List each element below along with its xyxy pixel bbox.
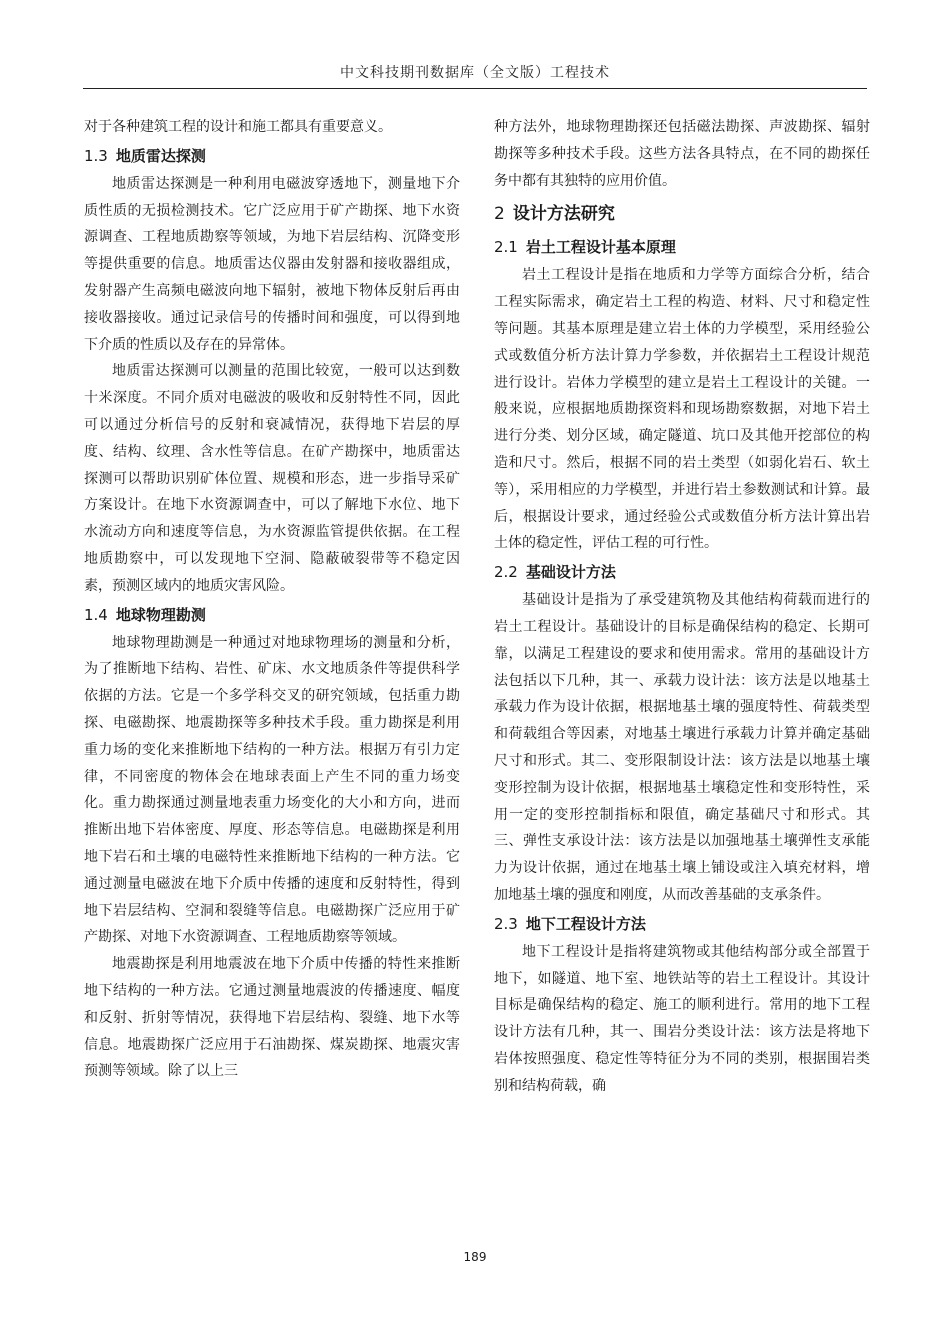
- section-number: 1.4: [84, 605, 108, 624]
- section-2-heading: [494, 198, 870, 230]
- section-number: 2.1: [494, 238, 518, 257]
- page-number: 189: [463, 1250, 487, 1264]
- right-column: [494, 114, 870, 1100]
- intro-tail-paragraph: 对于各种建筑工程的设计和施工都具有重要意义。: [84, 119, 392, 135]
- paragraph: 地质雷达探测可以测量的范围比较宽，一般可以达到数十米深度。不同介质对电磁波的吸收和反射特性不同，因此可以通过分析信号的反射和衰减情况，获得地下岩层的厚度、结构、纹理、含水性等信息。在矿产勘探中，地质雷达探测可以帮助识别矿体位置、规模和形态，进一步指导采矿方案设计。在地下水资源调查中，可以了解地下水位、地下水流动方向和速度等信息，为水资源监管提供依据。在工程地质勘察中，可以发现地下空洞、隐蔽破裂带等不稳定因素，预测区域内的地质灾害风险。: [84, 363, 460, 594]
- section-title: 地下工程设计方法: [525, 914, 646, 933]
- section-title: 基础设计方法: [525, 563, 616, 582]
- paragraph: 基础设计是指为了承受建筑物及其他结构荷载而进行的岩土工程设计。基础设计的目标是确保结构的稳定、长期可靠，以满足工程建设的要求和使用需求。常用的基础设计方法包括以下几种，其一、承载力设计法：该方法是以地基土承载力作为设计依据，根据地基土壤的强度特性、荷载类型和荷载组合等因素，对地基土壤进行承载力计算并确定基础尺寸和形式。其二、变形限制设计法：该方法是以地基土壤变形控制为设计依据，根据地基土壤稳定性和变形特性，采用一定的变形控制指标和限值，确定基础尺寸和形式。其三、弹性支承设计法：该方法是以加强地基土壤弹性支承能力为设计依据，通过在地基土壤上铺设或注入填充材料，增加地基土壤的强度和刚度，从而改善基础的支承条件。: [494, 592, 870, 903]
- section-1-4-heading: [84, 600, 460, 630]
- section-title: 岩土工程设计基本原理: [525, 238, 676, 257]
- paragraph: 地球物理勘测是一种通过对地球物理场的测量和分析，为了推断地下结构、岩性、矿床、水文地质条件等提供科学依据的方法。它是一个多学科交叉的研究领域，包括重力勘探、电磁勘探、地震勘探等多种技术手段。重力勘探是利用重力场的变化来推断地下结构的一种方法。根据万有引力定律，不同密度的物体会在地球表面上产生不同的重力场变化。重力勘探通过测量地表重力场变化的大小和方向，进而推断出地下岩体密度、厚度、形态等信息。电磁勘探是利用地下岩石和土壤的电磁特性来推断地下结构的一种方法。它通过测量电磁波在地下介质中传播的速度和反射特性，得到地下岩层结构、空洞和裂缝等信息。电磁勘探广泛应用于矿产勘探、对地下水资源调查、工程地质勘察等领域。: [84, 634, 460, 946]
- section-number: 2.3: [494, 914, 518, 933]
- section-2-2-heading: [494, 557, 870, 587]
- section-number: 1.3: [84, 146, 108, 165]
- journal-header: 中文科技期刊数据库（全文版）工程技术: [340, 65, 610, 81]
- section-number: 2.2: [494, 563, 518, 582]
- continuation-paragraph: 种方法外，地球物理勘探还包括磁法勘探、声波勘探、辐射勘探等多种技术手段。这些方法各具特点，在不同的勘探任务中都有其独特的应用价值。: [494, 119, 870, 189]
- section-title: 地质雷达探测: [115, 146, 206, 165]
- section-2-1-heading: [494, 232, 870, 262]
- paragraph: 地下工程设计是指将建筑物或其他结构部分或全部置于地下，如隧道、地下室、地铁站等的岩土工程设计。其设计目标是确保结构的稳定、施工的顺利进行。常用的地下工程设计方法有几种，其一、围岩分类设计法：该方法是将地下岩体按照强度、稳定性等特征分为不同的类别，根据围岩类别和结构荷载，确: [494, 943, 870, 1094]
- section-title: 地球物理勘测: [115, 605, 206, 624]
- section-title: 设计方法研究: [512, 204, 615, 225]
- section-2-3-heading: [494, 909, 870, 939]
- left-column: [84, 114, 460, 1085]
- section-number: 2: [494, 204, 505, 225]
- paragraph: 岩土工程设计是指在地质和力学等方面综合分析，结合工程实际需求，确定岩土工程的构造、材料、尺寸和稳定性等问题。其基本原理是建立岩土体的力学模型，采用经验公式或数值分析方法计算力学参数，并依据岩土工程设计规范进行设计。岩体力学模型的建立是岩土工程设计的关键。一般来说，应根据地质勘探资料和现场勘察数据，对地下岩土进行分类、划分区域，确定隧道、坑口及其他开挖部位的构造和尺寸。然后，根据不同的岩土类型（如弱化岩石、软土等），采用相应的力学模型，并进行岩土参数测试和计算。最后，根据设计要求，通过经验公式或数值分析方法计算出岩土体的稳定性，评估工程的可行性。: [494, 267, 870, 552]
- section-1-3-heading: [84, 141, 460, 171]
- paragraph: 地质雷达探测是一种利用电磁波穿透地下，测量地下介质性质的无损检测技术。它广泛应用于矿产勘探、地下水资源调查、工程地质勘察等领域，为地下岩层结构、沉降变形等提供重要的信息。地质雷达仪器由发射器和接收器组成，发射器产生高频电磁波向地下辐射，被地下物体反射后再由接收器接收。通过记录信号的传播时间和强度，可以得到地下介质的性质以及存在的异常体。: [84, 175, 460, 353]
- header-rule: [83, 88, 867, 89]
- paragraph: 地震勘探是利用地震波在地下介质中传播的特性来推断地下结构的一种方法。它通过测量地震波的传播速度、幅度和反射、折射等情况，获得地下岩层结构、裂缝、地下水等信息。地震勘探广泛应用于石油勘探、煤炭勘探、地震灾害预测等领域。除了以上三: [84, 956, 460, 1080]
